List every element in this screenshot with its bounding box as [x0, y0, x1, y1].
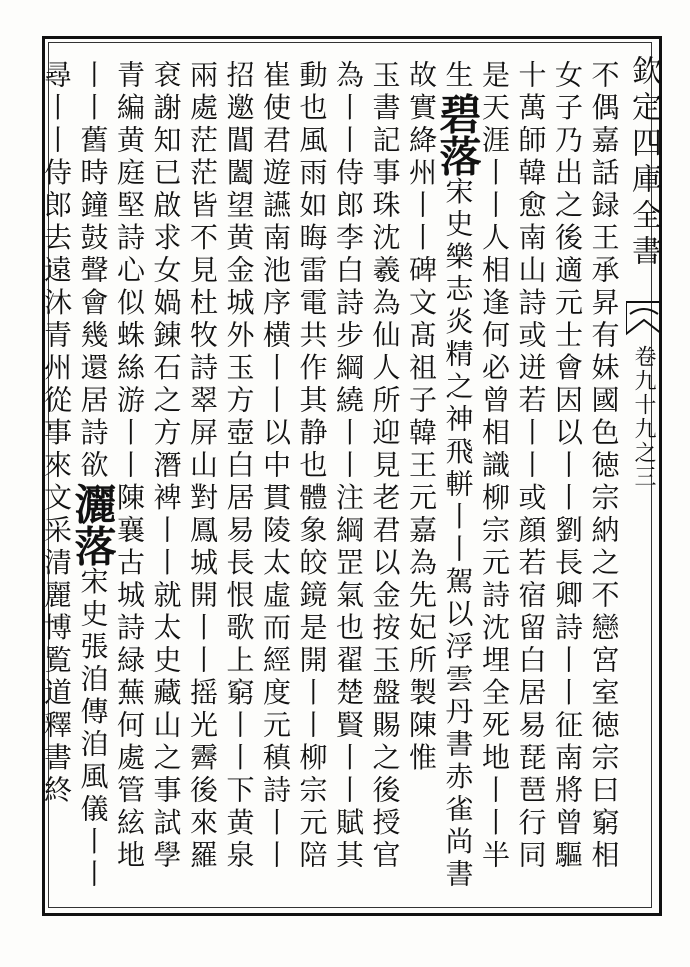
- headword: 灑落: [68, 482, 118, 567]
- text-column: [111, 60, 147, 873]
- text-run: 不偶嘉話録王承昇有妹國色徳宗納之不戀宮室徳宗曰窮相: [587, 60, 621, 873]
- text-run: 丨丨舊時鐘鼓聲會幾還居詩欲: [76, 60, 110, 483]
- text-run: 玉書記事珠沈羲為仙人所迎見老君以金按玉盤賜之後授官: [368, 60, 402, 873]
- text-column: [586, 60, 622, 873]
- text-column: [148, 60, 184, 873]
- text-run: 尋丨丨侍郎去遠沐青州從事來文采清麗博覧道釋書終: [40, 60, 73, 808]
- text-column: [403, 60, 439, 775]
- fish-tail-ornament-icon: [626, 300, 662, 336]
- text-columns: [40, 48, 624, 908]
- volume-label: 卷九十九之三: [631, 345, 656, 489]
- text-column: [184, 60, 220, 873]
- text-column: [68, 60, 118, 892]
- text-run: 動也風雨如晦雷電共作其静也體象皎鏡是開丨丨柳宗元陪: [295, 60, 329, 873]
- text-column: [294, 60, 330, 873]
- book-title: 欽定四庫全書: [626, 55, 661, 271]
- text-run: 宋史樂志炎精之神飛軿丨丨駕以浮雲丹書赤雀尚書: [441, 176, 475, 892]
- text-run: 招邀閶闔望黄金城外玉方壺白居易長恨歌上窮丨丨下黄泉: [222, 60, 256, 873]
- text-column: [38, 60, 74, 808]
- text-run: 女子乃出之後適元士會因以丨丨劉長卿詩丨丨征南將曾驅: [551, 60, 584, 873]
- text-run: 兩處茫茫皆不見杜牧詩翠屏山對鳳城開丨丨摇光霽後來羅: [186, 60, 219, 873]
- text-column: [257, 60, 293, 873]
- text-column: [221, 60, 257, 873]
- text-column: [513, 60, 549, 873]
- text-run: 崔使君遊讌南池序横丨丨以中貫陵太虛而經度元稹詩丨丨: [259, 60, 292, 873]
- text-column: [476, 60, 512, 873]
- text-run: 生: [441, 60, 475, 93]
- text-run: 為丨丨侍郎李白詩步綱繞丨丨注綱罡氣也翟楚賢丨丨賦其: [332, 60, 365, 873]
- text-run: 青編黄庭堅詩心似蛛絲游丨丨陳襄古城詩緑蕪何處管絃地: [113, 60, 146, 873]
- text-run: 十萬師韓愈南山詩或迸若丨丨或顔若宿留白居易琵琶行同: [514, 60, 548, 873]
- text-run: 宋史張洎傳洎風儀丨丨: [76, 566, 110, 892]
- headword: 碧落: [433, 92, 483, 177]
- text-run: 是天涯丨丨人相逢何必曾相識柳宗元詩沈埋全死地丨丨半: [478, 60, 511, 873]
- text-column: [549, 60, 585, 873]
- text-column: [367, 60, 403, 873]
- text-run: 故實絳州丨丨碑文髙祖子韓王元嘉為先妃所製陳惟: [405, 60, 438, 775]
- text-column: [433, 60, 483, 892]
- text-column: [330, 60, 366, 873]
- text-run: 袞謝知已啟求女媧錬石之方潛裨丨丨就太史藏山之事試學: [149, 60, 183, 873]
